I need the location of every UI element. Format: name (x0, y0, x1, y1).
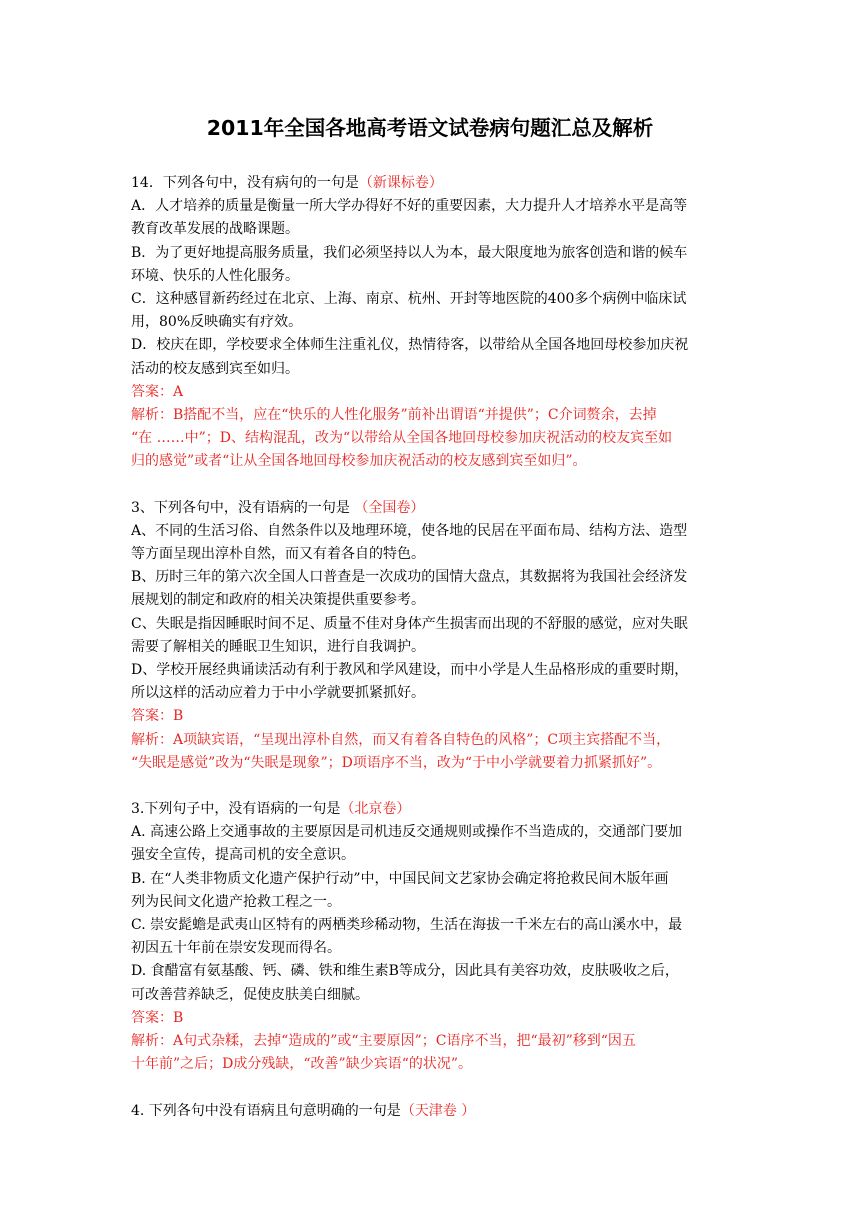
option-line: A．人才培养的质量是衡量一所大学办得好不好的重要因素，大力提升人才培养水平是高等 (131, 198, 688, 215)
option-line: A、不同的生活习俗、自然条件以及地理环境，使各地的民居在平面布局、结构方法、造型 (131, 522, 688, 539)
source-label: （天津卷 ） (400, 1102, 476, 1119)
option-line: 活动的校友感到宾至如归。 (131, 360, 299, 377)
stem-text: 14．下列各句中，没有病句的一句是 (131, 175, 359, 191)
option-line: D、学校开展经典诵读活动有利于教风和学风建设，而中小学是人生品格形成的重要时期， (131, 661, 689, 678)
option-line: 展规划的制定和政府的相关决策提供重要参考。 (131, 592, 425, 609)
option-line: 初因五十年前在崇安发现而得名。 (131, 940, 341, 957)
option-line: D. 食醋富有氨基酸、钙、磷、铁和维生素B等成分，因此具有美容功效，皮肤吸收之后， (131, 963, 679, 980)
analysis-line: 解析：A项缺宾语，“呈现出淳朴自然，而又有着各自特色的风格”；C项主宾搭配不当， (131, 731, 671, 748)
document-title: 2011年全国各地高考语文试卷病句题汇总及解析 (206, 116, 654, 140)
option-line: C．这种感冒新药经过在北京、上海、南京、杭州、开封等地医院的400多个病例中临床试 (131, 290, 687, 307)
option-line: 可改善营养缺乏，促使皮肤美白细腻。 (131, 986, 369, 1003)
question-block (131, 798, 731, 1076)
option-line: B. 在“人类非物质文化遗产保护行动”中，中国民间文艺家协会确定将抢救民间木版年画 (131, 870, 669, 887)
option-line: 需要了解相关的睡眠卫生知识，进行自我调护。 (131, 638, 425, 655)
question-stem (131, 172, 731, 195)
question-block (131, 497, 731, 775)
question-stem (131, 798, 731, 821)
analysis-line: 归的感觉”或者“让从全国各地回母校参加庆祝活动的校友感到宾至如归”。 (131, 453, 587, 470)
option-line: 环境、快乐的人性化服务。 (131, 267, 299, 284)
option-line: 等方面呈现出淳朴自然，而又有着各自的特色。 (131, 546, 425, 562)
option-line: B．为了更好地提高服务质量，我们必须坚持以人为本，最大限度地为旅客创造和谐的候车 (131, 244, 688, 261)
spacer (131, 1076, 731, 1099)
answer-line: 答案：B (131, 708, 184, 725)
option-line: B、历时三年的第六次全国人口普查是一次成功的国情大盘点，其数据将为我国社会经济发 (131, 569, 688, 586)
answer-line: 答案：B (131, 1009, 184, 1026)
option-line: 用，80%反映确实有疗效。 (131, 314, 303, 331)
analysis-line: 解析：A句式杂糅，去掉“造成的”或“主要原因”；C语序不当，把“最初”移到“因五 (131, 1032, 636, 1049)
analysis-line: 解析：B搭配不当，应在“快乐的人性化服务”前补出谓语“并提供”；C介词赘余，去掉 (131, 406, 657, 423)
stem-text: 3.下列句子中，没有语病的一句是 (131, 801, 341, 818)
spacer (131, 775, 731, 798)
document-body (131, 172, 731, 1123)
option-line: 列为民间文化遗产抢救工程之一。 (131, 893, 341, 910)
option-line: C. 崇安髭蟾是武夷山区特有的两栖类珍稀动物，生活在海拔一千米左右的高山溪水中，最 (131, 917, 683, 933)
stem-text: 4. 下列各句中没有语病且句意明确的一句是 (131, 1102, 401, 1119)
option-line: 强安全宣传，提高司机的安全意识。 (131, 847, 355, 864)
option-line: A. 高速公路上交通事故的主要原因是司机违反交通规则或操作不当造成的，交通部门要加 (131, 824, 683, 841)
option-line: C、失眠是指因睡眠时间不足、质量不佳对身体产生损害而出现的不舒服的感觉，应对失眠 (131, 615, 688, 632)
analysis-line: “在 ……中”；D、结构混乱，改为“以带给从全国各地回母校参加庆祝活动的校友宾至如 (131, 430, 673, 447)
option-line: D．校庆在即，学校要求全体师生注重礼仪，热情待客，以带给从全国各地回母校参加庆祝 (131, 337, 689, 354)
analysis-line: 十年前”之后；D成分残缺，“改善”缺少宾语“的状况”。 (131, 1056, 473, 1073)
question-block (131, 1100, 731, 1123)
question-stem (131, 1100, 731, 1123)
answer-line: 答案：A (131, 383, 184, 400)
stem-text: 3、下列各句中，没有语病的一句是 (131, 499, 355, 516)
analysis-line: “失眠是感觉”改为“失眠是现象”；D项语序不当，改为“于中小学就要着力抓紧抓好”。 (131, 754, 662, 771)
option-line: 教育改革发展的战略课题。 (131, 221, 299, 238)
source-label: （北京卷） (340, 801, 411, 818)
spacer (131, 473, 731, 496)
source-label: （全国卷） (354, 499, 425, 516)
question-stem (131, 497, 731, 520)
source-label: （新课标卷） (358, 175, 443, 191)
option-line: 所以这样的活动应着力于中小学就要抓紧抓好。 (131, 685, 425, 702)
question-block (131, 172, 731, 473)
